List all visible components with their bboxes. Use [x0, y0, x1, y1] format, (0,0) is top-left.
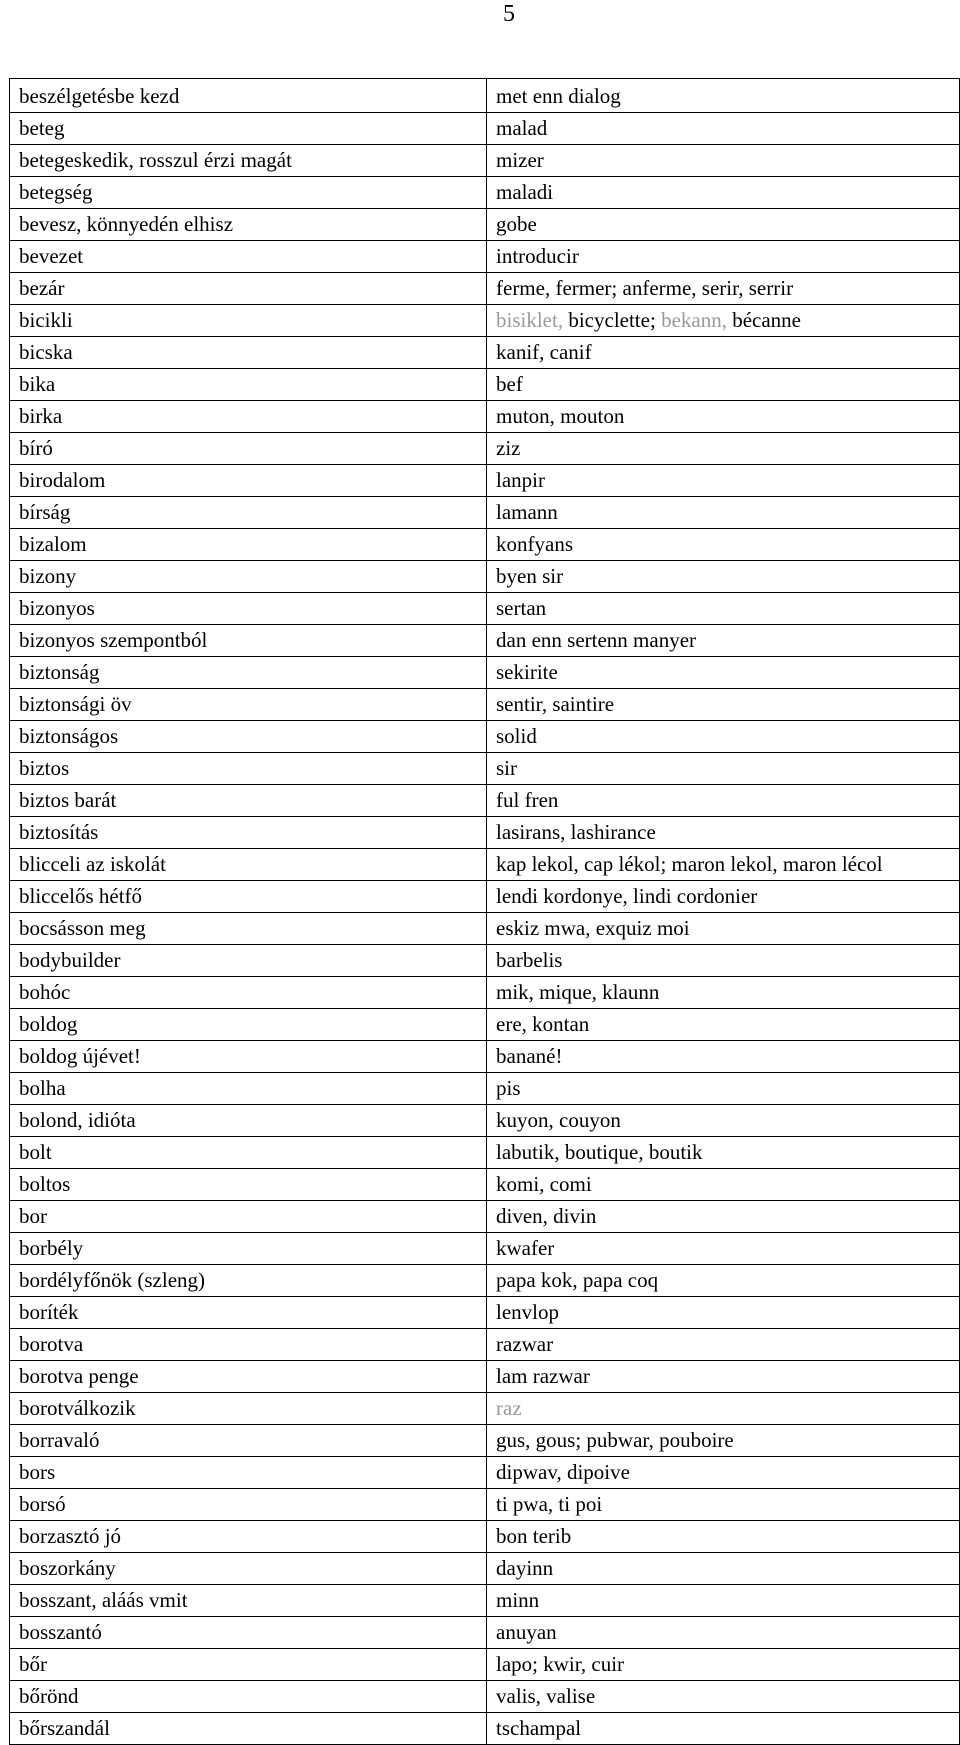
creole-translation	[487, 1585, 960, 1617]
hungarian-term: bolt	[10, 1137, 487, 1169]
translation-segment: kuyon, couyon	[496, 1108, 621, 1132]
translation-segment: barbelis	[496, 948, 563, 972]
translation-segment: sir	[496, 756, 517, 780]
translation-segment-muted: bisiklet,	[496, 308, 564, 332]
hungarian-term: bicikli	[10, 305, 487, 337]
hungarian-term: bolond, idióta	[10, 1105, 487, 1137]
translation-segment: ere, kontan	[496, 1012, 590, 1036]
table-row	[10, 881, 960, 913]
hungarian-term: bocsásson meg	[10, 913, 487, 945]
page-number: 5	[503, 1, 515, 27]
creole-translation	[487, 337, 960, 369]
translation-segment: sertan	[496, 596, 547, 620]
creole-translation	[487, 1169, 960, 1201]
creole-translation	[487, 1649, 960, 1681]
creole-translation	[487, 753, 960, 785]
hungarian-term: bohóc	[10, 977, 487, 1009]
table-row	[10, 1393, 960, 1425]
vocabulary-table	[9, 78, 960, 1745]
hungarian-term: bodybuilder	[10, 945, 487, 977]
hungarian-term: borravaló	[10, 1425, 487, 1457]
table-row	[10, 753, 960, 785]
creole-translation	[487, 529, 960, 561]
hungarian-term: borzasztó jó	[10, 1521, 487, 1553]
hungarian-term: bors	[10, 1457, 487, 1489]
hungarian-term: beteg	[10, 113, 487, 145]
hungarian-term: birka	[10, 401, 487, 433]
translation-segment: sentir, saintire	[496, 692, 615, 716]
hungarian-term: biztosítás	[10, 817, 487, 849]
creole-translation	[487, 913, 960, 945]
creole-translation	[487, 401, 960, 433]
creole-translation	[487, 497, 960, 529]
translation-segment: eskiz mwa, exquiz moi	[496, 916, 690, 940]
hungarian-term: bordélyfőnök (szleng)	[10, 1265, 487, 1297]
hungarian-term: birodalom	[10, 465, 487, 497]
translation-segment: tschampal	[496, 1716, 582, 1740]
hungarian-term: bolha	[10, 1073, 487, 1105]
table-row	[10, 849, 960, 881]
creole-translation	[487, 1425, 960, 1457]
hungarian-term: boldog újévet!	[10, 1041, 487, 1073]
table-row	[10, 1425, 960, 1457]
table-row	[10, 401, 960, 433]
table-row	[10, 273, 960, 305]
table-row	[10, 1713, 960, 1745]
creole-translation	[487, 1233, 960, 1265]
translation-segment: dan enn sertenn manyer	[496, 628, 697, 652]
creole-translation	[487, 1009, 960, 1041]
table-row	[10, 177, 960, 209]
creole-translation	[487, 785, 960, 817]
table-row	[10, 497, 960, 529]
hungarian-term: bicska	[10, 337, 487, 369]
hungarian-term: bezár	[10, 273, 487, 305]
hungarian-term: bőrönd	[10, 1681, 487, 1713]
creole-translation	[487, 849, 960, 881]
creole-translation	[487, 977, 960, 1009]
table-row	[10, 1585, 960, 1617]
translation-segment: solid	[496, 724, 537, 748]
hungarian-term: boldog	[10, 1009, 487, 1041]
translation-segment: dayinn	[496, 1556, 554, 1580]
translation-segment: muton, mouton	[496, 404, 625, 428]
hungarian-term: bizonyos	[10, 593, 487, 625]
hungarian-term: bizony	[10, 561, 487, 593]
hungarian-term: bőr	[10, 1649, 487, 1681]
table-row	[10, 465, 960, 497]
table-row	[10, 1681, 960, 1713]
table-row	[10, 785, 960, 817]
hungarian-term: boszorkány	[10, 1553, 487, 1585]
creole-translation	[487, 593, 960, 625]
hungarian-term: borotva	[10, 1329, 487, 1361]
creole-translation	[487, 273, 960, 305]
hungarian-term: bevesz, könnyedén elhisz	[10, 209, 487, 241]
table-row	[10, 1553, 960, 1585]
creole-translation	[487, 465, 960, 497]
translation-segment: komi, comi	[496, 1172, 592, 1196]
translation-segment: gobe	[496, 212, 537, 236]
table-row	[10, 369, 960, 401]
table-row	[10, 561, 960, 593]
hungarian-term: bíró	[10, 433, 487, 465]
creole-translation	[487, 1553, 960, 1585]
translation-segment-muted: raz	[496, 1396, 522, 1420]
creole-translation	[487, 689, 960, 721]
translation-segment: introducir	[496, 244, 579, 268]
table-row	[10, 145, 960, 177]
table-row	[10, 529, 960, 561]
hungarian-term: bizonyos szempontból	[10, 625, 487, 657]
translation-segment: bon terib	[496, 1524, 572, 1548]
translation-segment: kanif, canif	[496, 340, 592, 364]
creole-translation	[487, 1681, 960, 1713]
creole-translation	[487, 1713, 960, 1745]
translation-segment: mizer	[496, 148, 544, 172]
creole-translation	[487, 1201, 960, 1233]
creole-translation	[487, 1617, 960, 1649]
table-row	[10, 817, 960, 849]
hungarian-term: boríték	[10, 1297, 487, 1329]
table-row	[10, 1521, 960, 1553]
table-row	[10, 1457, 960, 1489]
hungarian-term: bevezet	[10, 241, 487, 273]
table-row	[10, 1201, 960, 1233]
table-row	[10, 1297, 960, 1329]
table-row	[10, 1105, 960, 1137]
vocabulary-table-body	[10, 79, 960, 1745]
table-row	[10, 1137, 960, 1169]
table-row	[10, 913, 960, 945]
table-row	[10, 1649, 960, 1681]
creole-translation	[487, 1105, 960, 1137]
translation-segment: gus, gous; pubwar, pouboire	[496, 1428, 734, 1452]
creole-translation	[487, 1041, 960, 1073]
translation-segment: ti pwa, ti poi	[496, 1492, 603, 1516]
creole-translation	[487, 1521, 960, 1553]
hungarian-term: betegség	[10, 177, 487, 209]
translation-segment: lendi kordonye, lindi cordonier	[496, 884, 758, 908]
hungarian-term: bliccelős hétfő	[10, 881, 487, 913]
table-row	[10, 337, 960, 369]
translation-segment: razwar	[496, 1332, 554, 1356]
translation-segment: lanpir	[496, 468, 545, 492]
table-row	[10, 1265, 960, 1297]
translation-segment: minn	[496, 1588, 540, 1612]
table-row	[10, 209, 960, 241]
hungarian-term: biztos barát	[10, 785, 487, 817]
translation-segment: mik, mique, klaunn	[496, 980, 660, 1004]
creole-translation	[487, 1457, 960, 1489]
creole-translation	[487, 1393, 960, 1425]
translation-segment: lapo; kwir, cuir	[496, 1652, 625, 1676]
translation-segment: lam razwar	[496, 1364, 590, 1388]
hungarian-term: bizalom	[10, 529, 487, 561]
creole-translation	[487, 209, 960, 241]
hungarian-term: betegeskedik, rosszul érzi magát	[10, 145, 487, 177]
hungarian-term: borbély	[10, 1233, 487, 1265]
creole-translation	[487, 113, 960, 145]
creole-translation	[487, 1329, 960, 1361]
table-row	[10, 1329, 960, 1361]
table-row	[10, 113, 960, 145]
hungarian-term: bika	[10, 369, 487, 401]
table-row	[10, 657, 960, 689]
translation-segment: kwafer	[496, 1236, 555, 1260]
creole-translation	[487, 1137, 960, 1169]
hungarian-term: boltos	[10, 1169, 487, 1201]
hungarian-term: bosszantó	[10, 1617, 487, 1649]
creole-translation	[487, 1489, 960, 1521]
hungarian-term: borotválkozik	[10, 1393, 487, 1425]
creole-translation	[487, 1297, 960, 1329]
hungarian-term: borotva penge	[10, 1361, 487, 1393]
hungarian-term: biztonság	[10, 657, 487, 689]
translation-segment: lenvlop	[496, 1300, 559, 1324]
translation-segment: anuyan	[496, 1620, 557, 1644]
translation-segment: sekirite	[496, 660, 558, 684]
table-row	[10, 625, 960, 657]
creole-translation	[487, 79, 960, 113]
translation-segment: diven, divin	[496, 1204, 597, 1228]
creole-translation	[487, 433, 960, 465]
table-row	[10, 1361, 960, 1393]
table-row	[10, 79, 960, 113]
hungarian-term: bőrszandál	[10, 1713, 487, 1745]
translation-segment: lasirans, lashirance	[496, 820, 656, 844]
creole-translation	[487, 1265, 960, 1297]
table-row	[10, 1073, 960, 1105]
translation-segment: met enn dialog	[496, 84, 621, 108]
table-row	[10, 689, 960, 721]
hungarian-term: bor	[10, 1201, 487, 1233]
hungarian-term: blicceli az iskolát	[10, 849, 487, 881]
creole-translation	[487, 1361, 960, 1393]
creole-translation	[487, 241, 960, 273]
hungarian-term: bosszant, aláás vmit	[10, 1585, 487, 1617]
creole-translation	[487, 817, 960, 849]
table-row	[10, 1233, 960, 1265]
translation-segment: maladi	[496, 180, 554, 204]
creole-translation	[487, 177, 960, 209]
translation-segment: lamann	[496, 500, 558, 524]
table-row	[10, 1617, 960, 1649]
table-row	[10, 1009, 960, 1041]
hungarian-term: bírság	[10, 497, 487, 529]
hungarian-term: biztonsági öv	[10, 689, 487, 721]
translation-segment: papa kok, papa coq	[496, 1268, 659, 1292]
table-row	[10, 1041, 960, 1073]
translation-segment: pis	[496, 1076, 521, 1100]
creole-translation	[487, 625, 960, 657]
translation-segment: banané!	[496, 1044, 563, 1068]
creole-translation	[487, 945, 960, 977]
translation-segment: konfyans	[496, 532, 573, 556]
hungarian-term: biztos	[10, 753, 487, 785]
table-row	[10, 593, 960, 625]
table-row	[10, 721, 960, 753]
table-row	[10, 433, 960, 465]
table-row	[10, 945, 960, 977]
translation-segment: bécanne	[726, 308, 802, 332]
translation-segment-muted: bekann,	[661, 308, 727, 332]
table-row	[10, 305, 960, 337]
translation-segment: labutik, boutique, boutik	[496, 1140, 703, 1164]
creole-translation	[487, 721, 960, 753]
translation-segment: dipwav, dipoive	[496, 1460, 630, 1484]
creole-translation	[487, 881, 960, 913]
translation-segment: bef	[496, 372, 523, 396]
table-row	[10, 241, 960, 273]
translation-segment: ful fren	[496, 788, 559, 812]
creole-translation	[487, 1073, 960, 1105]
table-row	[10, 1489, 960, 1521]
table-row	[10, 1169, 960, 1201]
translation-segment: kap lekol, cap lékol; maron lekol, maron lécol	[496, 852, 883, 876]
hungarian-term: borsó	[10, 1489, 487, 1521]
translation-segment: ferme, fermer; anferme, serir, serrir	[496, 276, 794, 300]
translation-segment: ziz	[496, 436, 521, 460]
creole-translation	[487, 369, 960, 401]
hungarian-term: biztonságos	[10, 721, 487, 753]
table-row	[10, 977, 960, 1009]
hungarian-term: beszélgetésbe kezd	[10, 79, 487, 113]
translation-segment: bicyclette;	[563, 308, 662, 332]
creole-translation	[487, 145, 960, 177]
creole-translation	[487, 657, 960, 689]
translation-segment: malad	[496, 116, 548, 140]
translation-segment: valis, valise	[496, 1684, 596, 1708]
translation-segment: byen sir	[496, 564, 564, 588]
creole-translation	[487, 305, 960, 337]
creole-translation	[487, 561, 960, 593]
